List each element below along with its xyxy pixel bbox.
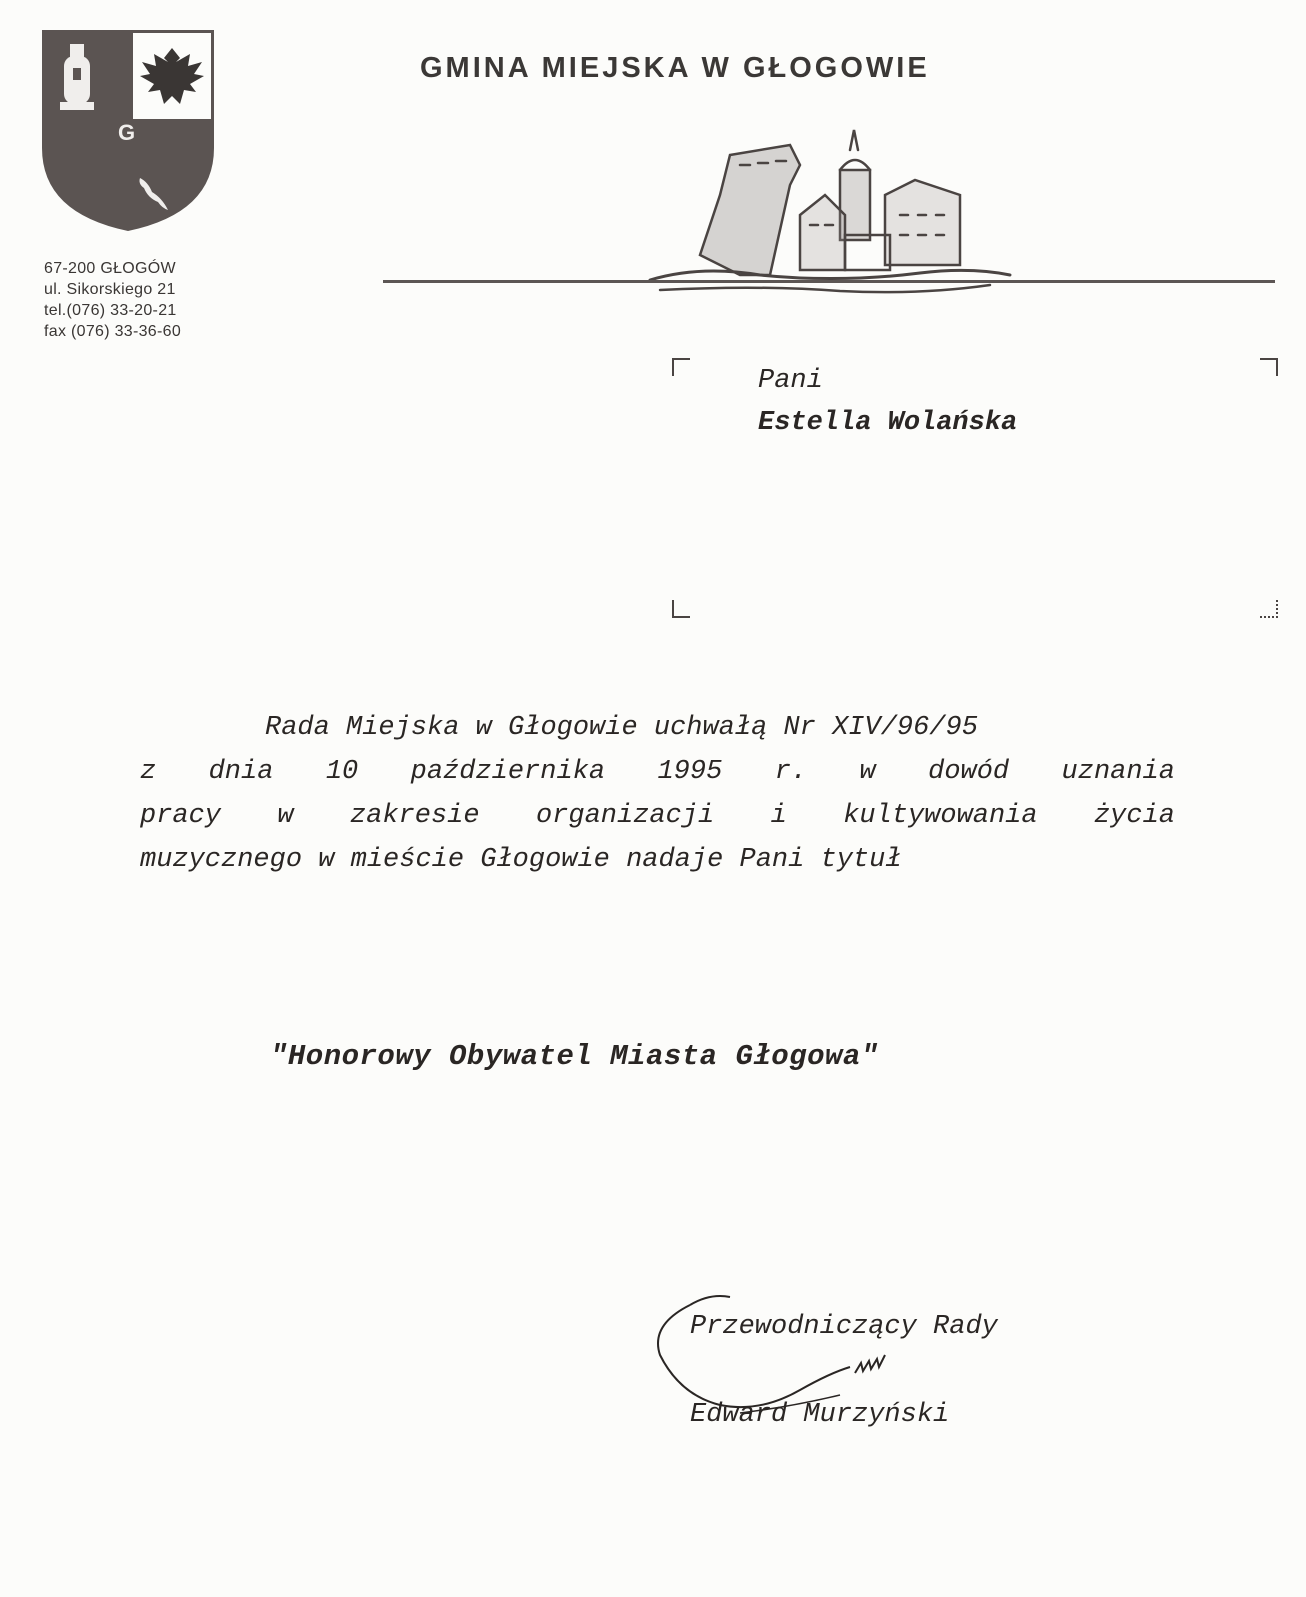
header-rule bbox=[383, 280, 1275, 283]
recipient-salutation: Pani bbox=[758, 366, 823, 396]
coat-letter: G bbox=[118, 120, 136, 145]
window-corner-top-left bbox=[672, 358, 690, 376]
coat-of-arms-logo bbox=[40, 28, 216, 233]
address-postal: 67-200 GŁOGÓW bbox=[44, 260, 176, 277]
letterhead-title: GMINA MIEJSKA W GŁOGOWIE bbox=[420, 52, 930, 84]
address-street: ul. Sikorskiego 21 bbox=[44, 281, 176, 298]
address-phone: tel.(076) 33-20-21 bbox=[44, 302, 177, 319]
letter-body bbox=[140, 706, 1180, 882]
signatory-name: Edward Murzyński bbox=[690, 1400, 950, 1430]
address-fax: fax (076) 33-36-60 bbox=[44, 323, 182, 340]
window-corner-bottom-left bbox=[672, 600, 690, 618]
sender-address bbox=[44, 258, 181, 342]
castle-illustration bbox=[640, 125, 1020, 305]
signatory-role: Przewodniczący Rady bbox=[690, 1312, 998, 1342]
body-line-3: pracy w zakresie organizacji i kultywowania życia bbox=[140, 801, 1175, 831]
body-line-4: muzycznego w mieście Głogowie nadaje Pani tytuł bbox=[140, 845, 902, 875]
honorary-title: "Honorowy Obywatel Miasta Głogowa" bbox=[270, 1040, 879, 1073]
body-line-1: Rada Miejska w Głogowie uchwałą Nr XIV/96/95 bbox=[265, 713, 978, 743]
recipient-name: Estella Wolańska bbox=[758, 408, 1018, 438]
window-corner-bottom-right bbox=[1260, 600, 1278, 618]
body-line-2: z dnia 10 października 1995 r. w dowód uznania bbox=[140, 757, 1175, 787]
window-corner-top-right bbox=[1260, 358, 1278, 376]
